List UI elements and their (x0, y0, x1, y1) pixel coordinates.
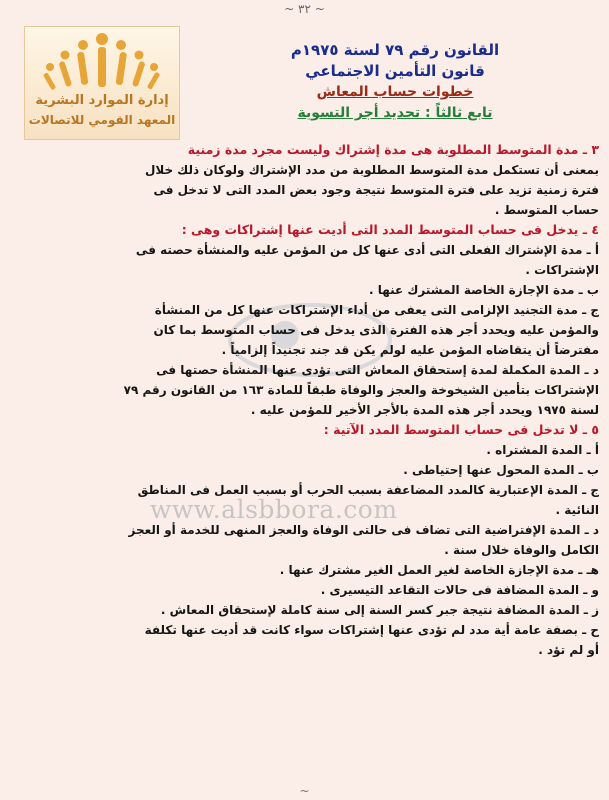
site-watermark: www.alsbbora.com (150, 495, 398, 524)
body-line: ٥ ـ لا تدخل فى حساب المتوسط المدد الآتية : (323, 422, 599, 437)
body-line: أ ـ مدة الإشتراك الفعلى التى أدى عنها كل من المؤمن عليه والمنشأة حصته فى (135, 243, 599, 257)
body-line: النائية . (555, 503, 599, 517)
body-line: فترة زمنية تزيد على فترة المتوسط نتيجة وجود بعض المدد التى لا تدخل فى (153, 183, 599, 197)
body-line: ب ـ المدة المحول عنها إحتياطى . (403, 463, 599, 477)
footer-mark: ~ (299, 784, 310, 798)
body-line: ٣ ـ مدة المتوسط المطلوبة هى مدة إشتراك وليست مجرد مدة زمنية (187, 142, 599, 157)
body-line: د ـ المدة الإفتراضية التى تضاف فى حالتى الوفاة والعجز المنهى للخدمة أو العجز (128, 523, 599, 537)
body-line: د ـ المدة المكملة لمدة إستحقاق المعاش التى تؤدى عنها المنشأة حصتها فى (156, 363, 599, 377)
body-line: حساب المتوسط . (494, 203, 599, 217)
document-body (10, 140, 599, 660)
document-title: قانون التأمين الاجتماعي (305, 62, 485, 80)
body-line: الكامل والوفاة خلال سنة . (444, 543, 599, 557)
body-line: أ ـ المدة المشتراه . (486, 443, 599, 457)
body-line: الإشتراكات . (525, 263, 599, 277)
logo-line-1: إدارة الموارد البشرية (35, 93, 169, 108)
section-heading: تابع ثالثاً : تحديد أجر التسوية (297, 105, 493, 121)
law-title: القانون رقم ٧٩ لسنة ١٩٧٥م (290, 41, 500, 59)
body-line: لسنة ١٩٧٥ ويحدد أجر هذه المدة بالأجر الأخير للمؤمن عليه . (250, 403, 599, 417)
body-line: بمعنى أن تستكمل مدة المتوسط المطلوبة من مدد الإشتراك ولوكان ذلك خلال (144, 163, 599, 177)
document-subtitle: خطوات حساب المعاش (316, 84, 474, 100)
body-line: والمؤمن عليه ويحدد أجر هذه الفترة الذى يدخل فى حساب المتوسط بما كان (153, 323, 599, 337)
body-line: أو لم تؤد . (538, 643, 599, 657)
document-header (195, 40, 595, 124)
body-line: ز ـ المدة المضافة نتيجة جبر كسر السنة إلى سنة كاملة لإستحقاق المعاش . (160, 603, 599, 617)
body-line: مفترضاً أن يتقاضاه المؤمن عليه لولم يكن قد جند تجنيداً إلزامياً . (221, 343, 599, 357)
body-line: ج ـ مدة التجنيد الإلزامى التى يعفى من أداء الإشتراكات عنها كل من المنشأة (154, 303, 599, 317)
body-line: ج ـ المدة الإعتبارية كالمدد المضاعفة بسبب الحرب أو بسبب العمل فى المناطق (137, 483, 599, 497)
body-line: هـ ـ مدة الإجازة الخاصة لغير العمل الغير مشترك عنها . (279, 563, 599, 577)
body-line: الإشتراكات بتأمين الشيخوخة والعجز والوفاة طبقاً للمادة ١٦٣ من القانون رقم ٧٩ (123, 383, 599, 397)
page-number: ~ ٣٢ ~ (284, 2, 325, 16)
people-emblem-icon (25, 27, 179, 97)
body-line: ح ـ بصفة عامة أية مدد لم تؤدى عنها إشتراكات سواء كانت قد أديت عنها تكلفة (144, 623, 599, 637)
body-line: ب ـ مدة الإجازة الخاصة المشترك عنها . (368, 283, 599, 297)
logo-line-2: المعهد القومي للاتصالات (28, 113, 176, 127)
body-line: و ـ المدة المضافة فى حالات التقاعد التيسيرى . (320, 583, 599, 597)
body-line: ٤ ـ يدخل فى حساب المتوسط المدد التى أديت عنها إشتراكات وهى : (181, 222, 599, 237)
institute-logo (24, 26, 180, 140)
